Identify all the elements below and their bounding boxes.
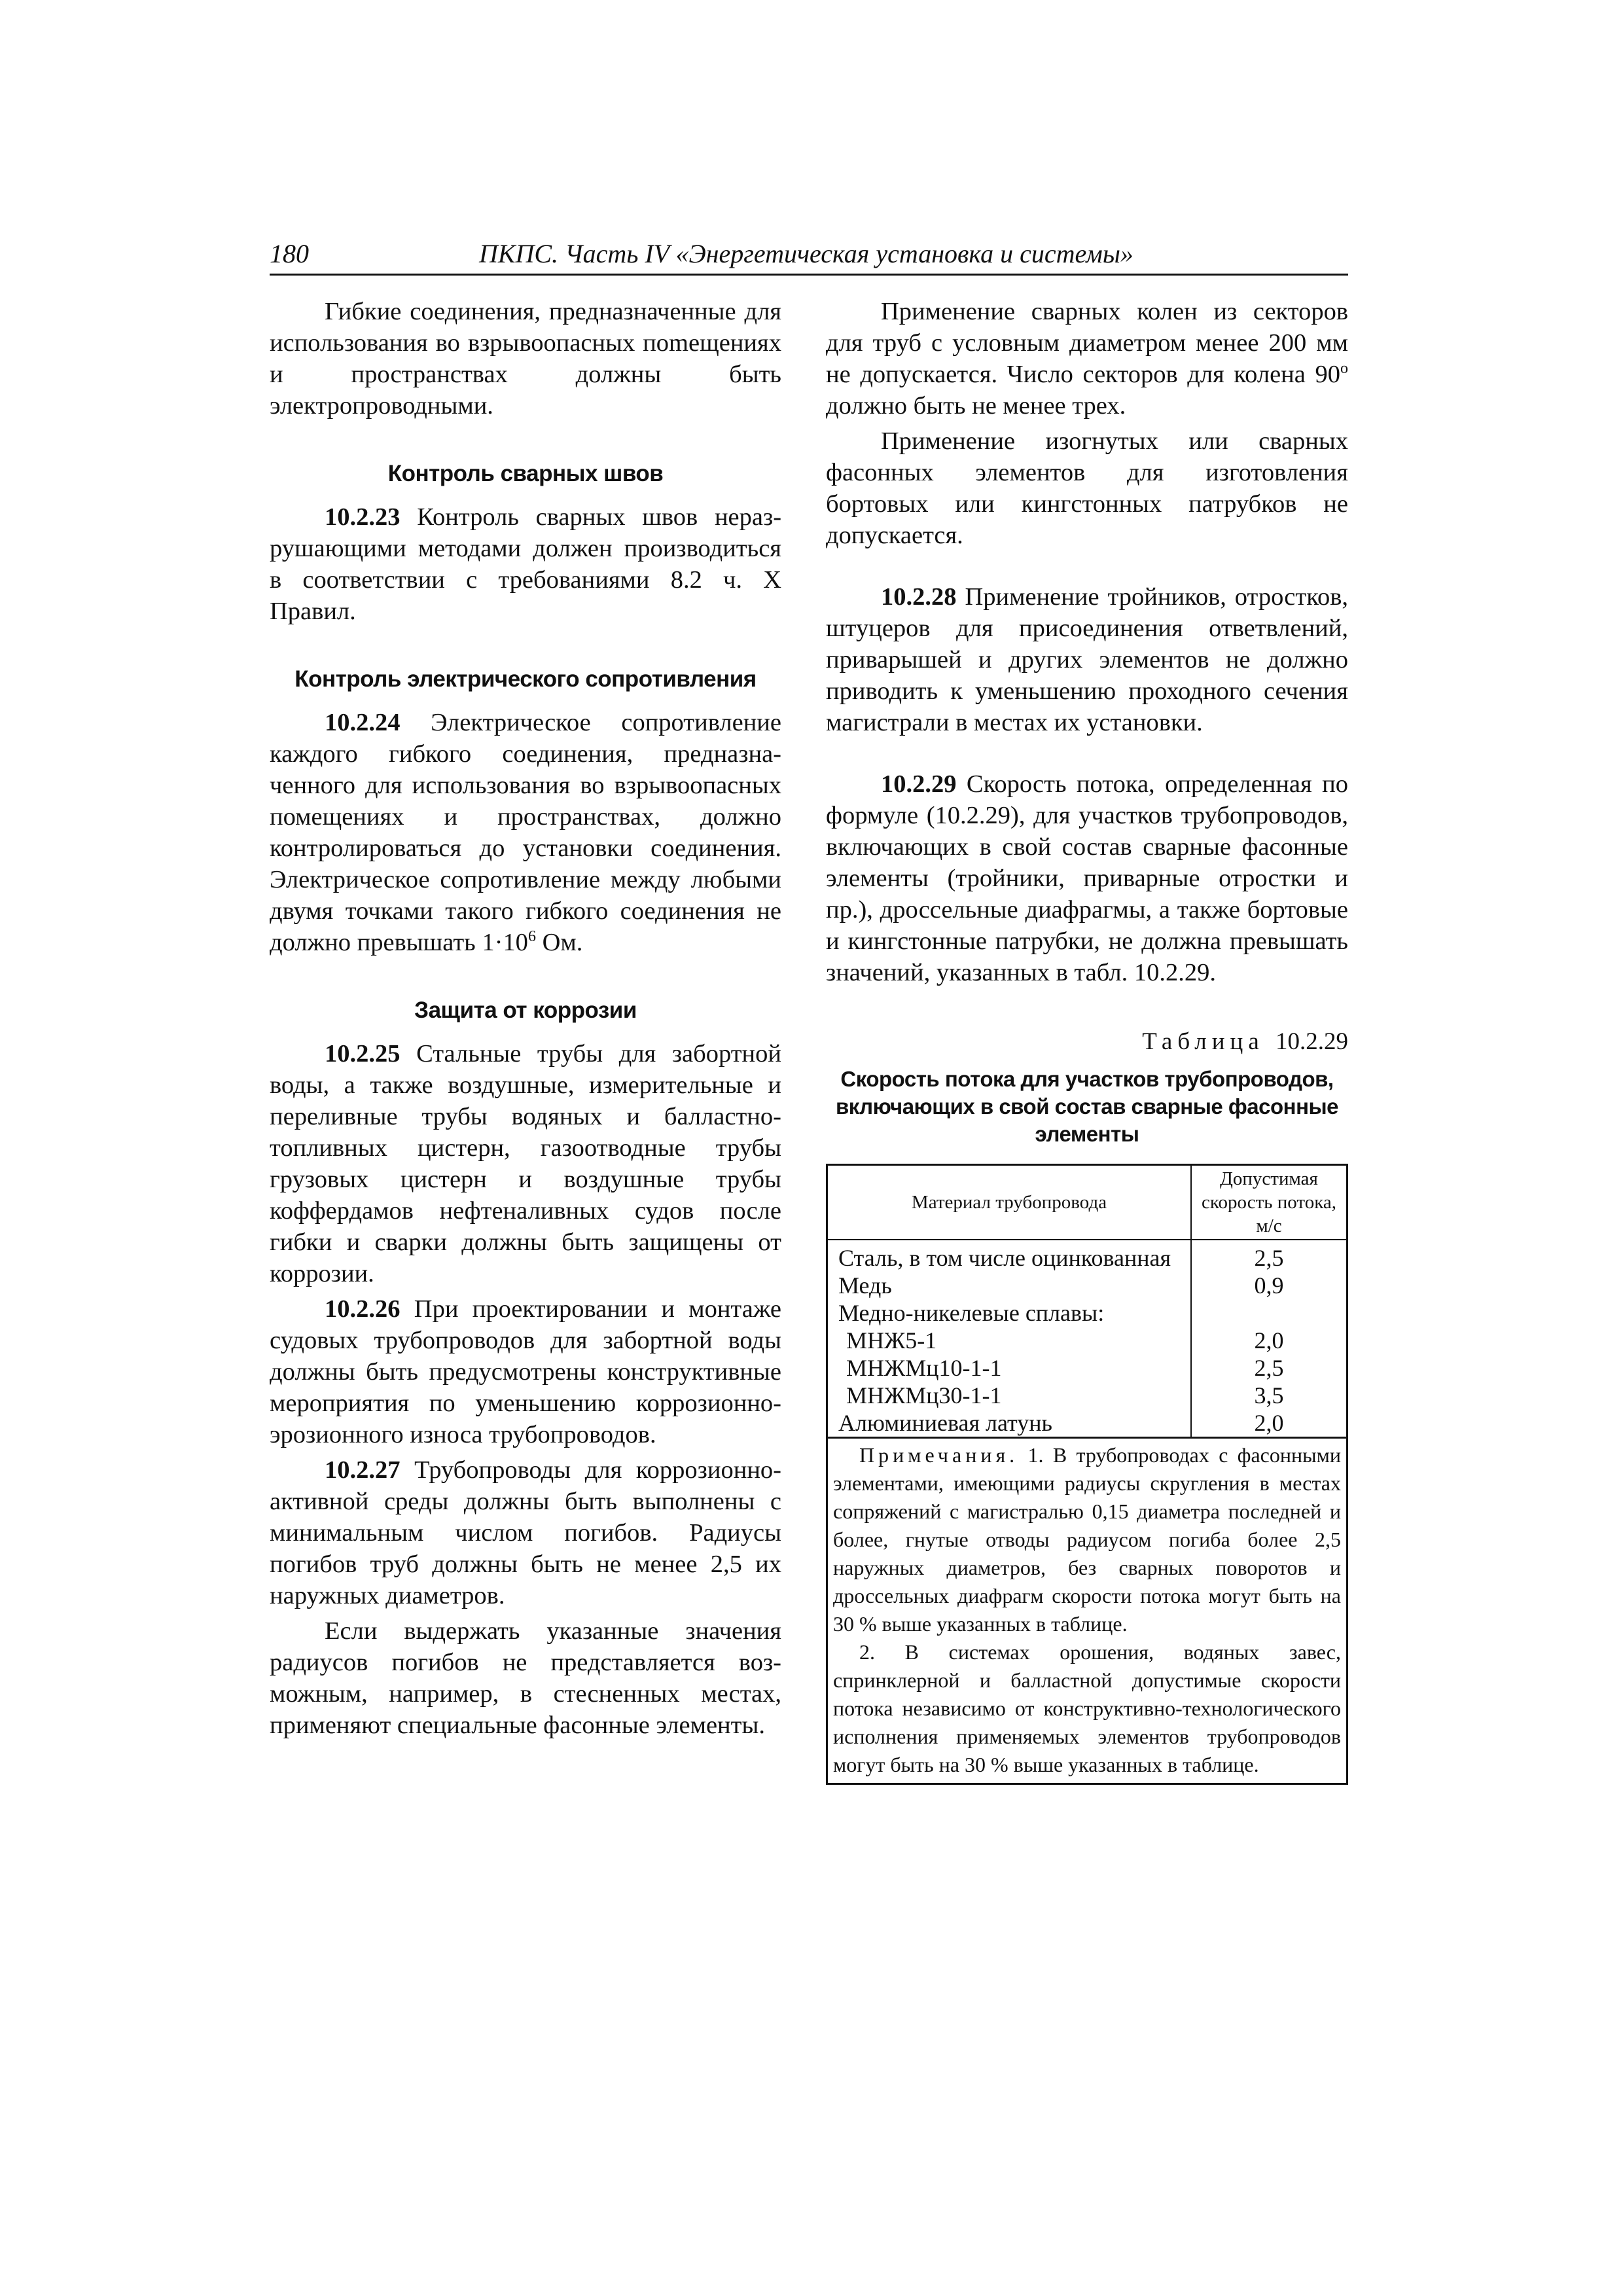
clause-text: При проектировании и монтаже судовых трубопроводов для забортной воды должны быть предусмотрены конструктивные мероприятия по уменьшению коррозионно-эрозионного износа трубопроводов. xyxy=(270,1295,781,1448)
degree-mark: о xyxy=(1340,360,1348,378)
cell-speed xyxy=(1191,1299,1347,1327)
paragraph-welded-bends xyxy=(826,296,1348,422)
table-number: 10.2.29 xyxy=(1275,1028,1348,1055)
clause-number: 10.2.28 xyxy=(881,583,957,611)
table-label-word: Таблица xyxy=(1142,1028,1264,1055)
cell-material: Алюминиевая латунь xyxy=(827,1409,1192,1438)
notes-label: Примечания. xyxy=(859,1443,1019,1467)
clause-text: Стальные трубы для забортной воды, а также воздушные, измерительные и переливные трубы водяных и балластно-топливных цистерн, газоотводные трубы грузовых цистерн и воздушные трубы коффердамов нефтеналивных судов после гибки и сварки должны быть защищены от коррозии. xyxy=(270,1040,781,1287)
cell-speed: 0,9 xyxy=(1254,1272,1284,1299)
paragraph-10-2-24 xyxy=(270,707,781,958)
paragraph-10-2-23 xyxy=(270,501,781,627)
clause-text: Контроль сварных швов неразрушающими методами должен производиться в соответствии с требованиями 8.2 ч. X Правил. xyxy=(270,503,782,625)
cell-material: МНЖМц10-1-1 xyxy=(827,1354,1192,1382)
heading-corrosion-protection: Защита от коррозии xyxy=(414,997,637,1023)
paragraph-flexible-connections: Гибкие соединения, предназначенные для использования во взрывоопасных поmещениях и пространствах должны быть электропроводными. xyxy=(270,298,781,420)
paragraph-10-2-25 xyxy=(270,1038,781,1289)
cell-material: Медь xyxy=(827,1272,1192,1299)
left-column xyxy=(270,296,781,1741)
note-1 xyxy=(833,1441,1341,1638)
text-part: Применение сварных колен из секторов для труб с условным диаметром менее 200 мм не допускается. Число секторов для колена 90 xyxy=(826,298,1348,388)
cell-material: МНЖМц30-1-1 xyxy=(827,1382,1192,1409)
table-label xyxy=(826,1026,1348,1058)
clause-number: 10.2.29 xyxy=(881,770,957,798)
clause-text: Электрическое сопротивление каждого гибкого соединения, предназначенного для использования во взрывоопасных помещениях и пространствах, должно контролироваться до установки соединения. Электрическое сопротивление между любыми двумя точками такого гибкого соединения не должно превышать 1·10 xyxy=(270,709,781,956)
clause-number: 10.2.23 xyxy=(325,503,401,531)
note-1-text: 1. В трубопроводах с фасонными элементами, имеющими радиусы скругления в местах сопряжений с магистралью 0,15 диаметра последней и более, гнутые отводы радиусом погиба более 2,5 наружных диаметров, без сварных поворотов и дроссельных диафрагм скорости потока могут быть на 30 % выше указанных в таблице. xyxy=(833,1443,1341,1636)
paragraph-10-2-29 xyxy=(826,768,1348,988)
table-row xyxy=(827,1240,1347,1272)
cell-speed: 2,5 xyxy=(1254,1355,1284,1381)
running-title: ПКПС. Часть IV «Энергетическая установка и системы» xyxy=(479,239,1133,268)
table-row xyxy=(827,1354,1347,1382)
clause-text: Применение тройников, отростков, штуцеров для присоединения ответвлений, приварышей и других элементов не должно приводить к уменьшению проходного сечения магистрали в местах их установки. xyxy=(826,583,1349,736)
table-row xyxy=(827,1272,1347,1299)
text-part: должно быть не менее трех. xyxy=(826,392,1126,420)
table-row xyxy=(827,1382,1347,1409)
clause-number: 10.2.25 xyxy=(325,1040,401,1067)
cell-speed: 3,5 xyxy=(1254,1382,1284,1408)
paragraph-bend-radius: Если выдержать указанные значения радиусов погибов не представляется возможным, например, в стесненных местах, применяют специальные фасонные элементы. xyxy=(270,1617,781,1739)
table-notes-row xyxy=(827,1438,1347,1784)
clause-number: 10.2.26 xyxy=(325,1295,401,1323)
heading-resistance-control: Контроль электрического сопротивления xyxy=(294,666,757,692)
clause-number: 10.2.24 xyxy=(325,709,401,736)
clause-number: 10.2.27 xyxy=(325,1456,401,1484)
paragraph-10-2-27 xyxy=(270,1454,781,1611)
cell-material: Сталь, в том числе оцинкованная xyxy=(827,1240,1192,1272)
cell-material: Медно-никелевые сплавы: xyxy=(827,1299,1192,1327)
paragraph-10-2-28 xyxy=(826,581,1348,738)
flow-speed-table xyxy=(826,1164,1348,1785)
table-row xyxy=(827,1409,1347,1438)
table-notes xyxy=(827,1438,1347,1784)
unit-text: Ом. xyxy=(535,929,583,956)
exponent: 6 xyxy=(527,928,536,946)
table-row xyxy=(827,1327,1347,1354)
heading-weld-control: Контроль сварных швов xyxy=(387,461,664,486)
clause-text: Скорость потока, определенная по формуле (10.2.29), для участков трубопроводов, включающих в свой состав сварные фасонные элементы (тройники, приварные отростки и пр.), дроссельные диафрагмы, а также бортовые и кингстонные патрубки, не должна превышать значений, указанных в табл. 10.2.29. xyxy=(826,770,1348,986)
running-header xyxy=(270,236,1348,276)
table-row xyxy=(827,1299,1347,1327)
cell-material: МНЖ5-1 xyxy=(827,1327,1192,1354)
table-caption: Скорость потока для участков трубопроводов, включающих в свой состав сварные фасонные элементы xyxy=(835,1067,1339,1146)
page-number: 180 xyxy=(270,239,309,268)
column-header-material: Материал трубопровода xyxy=(827,1165,1192,1240)
cell-speed: 2,0 xyxy=(1254,1327,1284,1354)
paragraph-shaped-elements: Применение изогнутых или сварных фасонных элементов для изготовления бортовых или кингстонных патрубков не допускается. xyxy=(826,427,1348,549)
clause-text: Трубопроводы для коррозионно-активной среды должны быть выполнены с минимальным числом погибов. Радиусы погибов труб должны быть не менее 2,5 их наружных диаметров. xyxy=(270,1456,781,1609)
note-2: 2. В системах орошения, водяных завес, спринклерной и балластной допустимые скорости потока независимо от конструктивно-технологического исполнения применяемых элементов трубопроводов могут быть на 30 % выше указанных в таблице. xyxy=(833,1640,1341,1776)
cell-speed: 2,0 xyxy=(1254,1410,1284,1436)
paragraph-10-2-26 xyxy=(270,1293,781,1450)
right-column xyxy=(826,296,1348,1785)
cell-speed: 2,5 xyxy=(1254,1245,1284,1271)
column-header-speed: Допустимая скорость потока, м/с xyxy=(1191,1165,1347,1240)
